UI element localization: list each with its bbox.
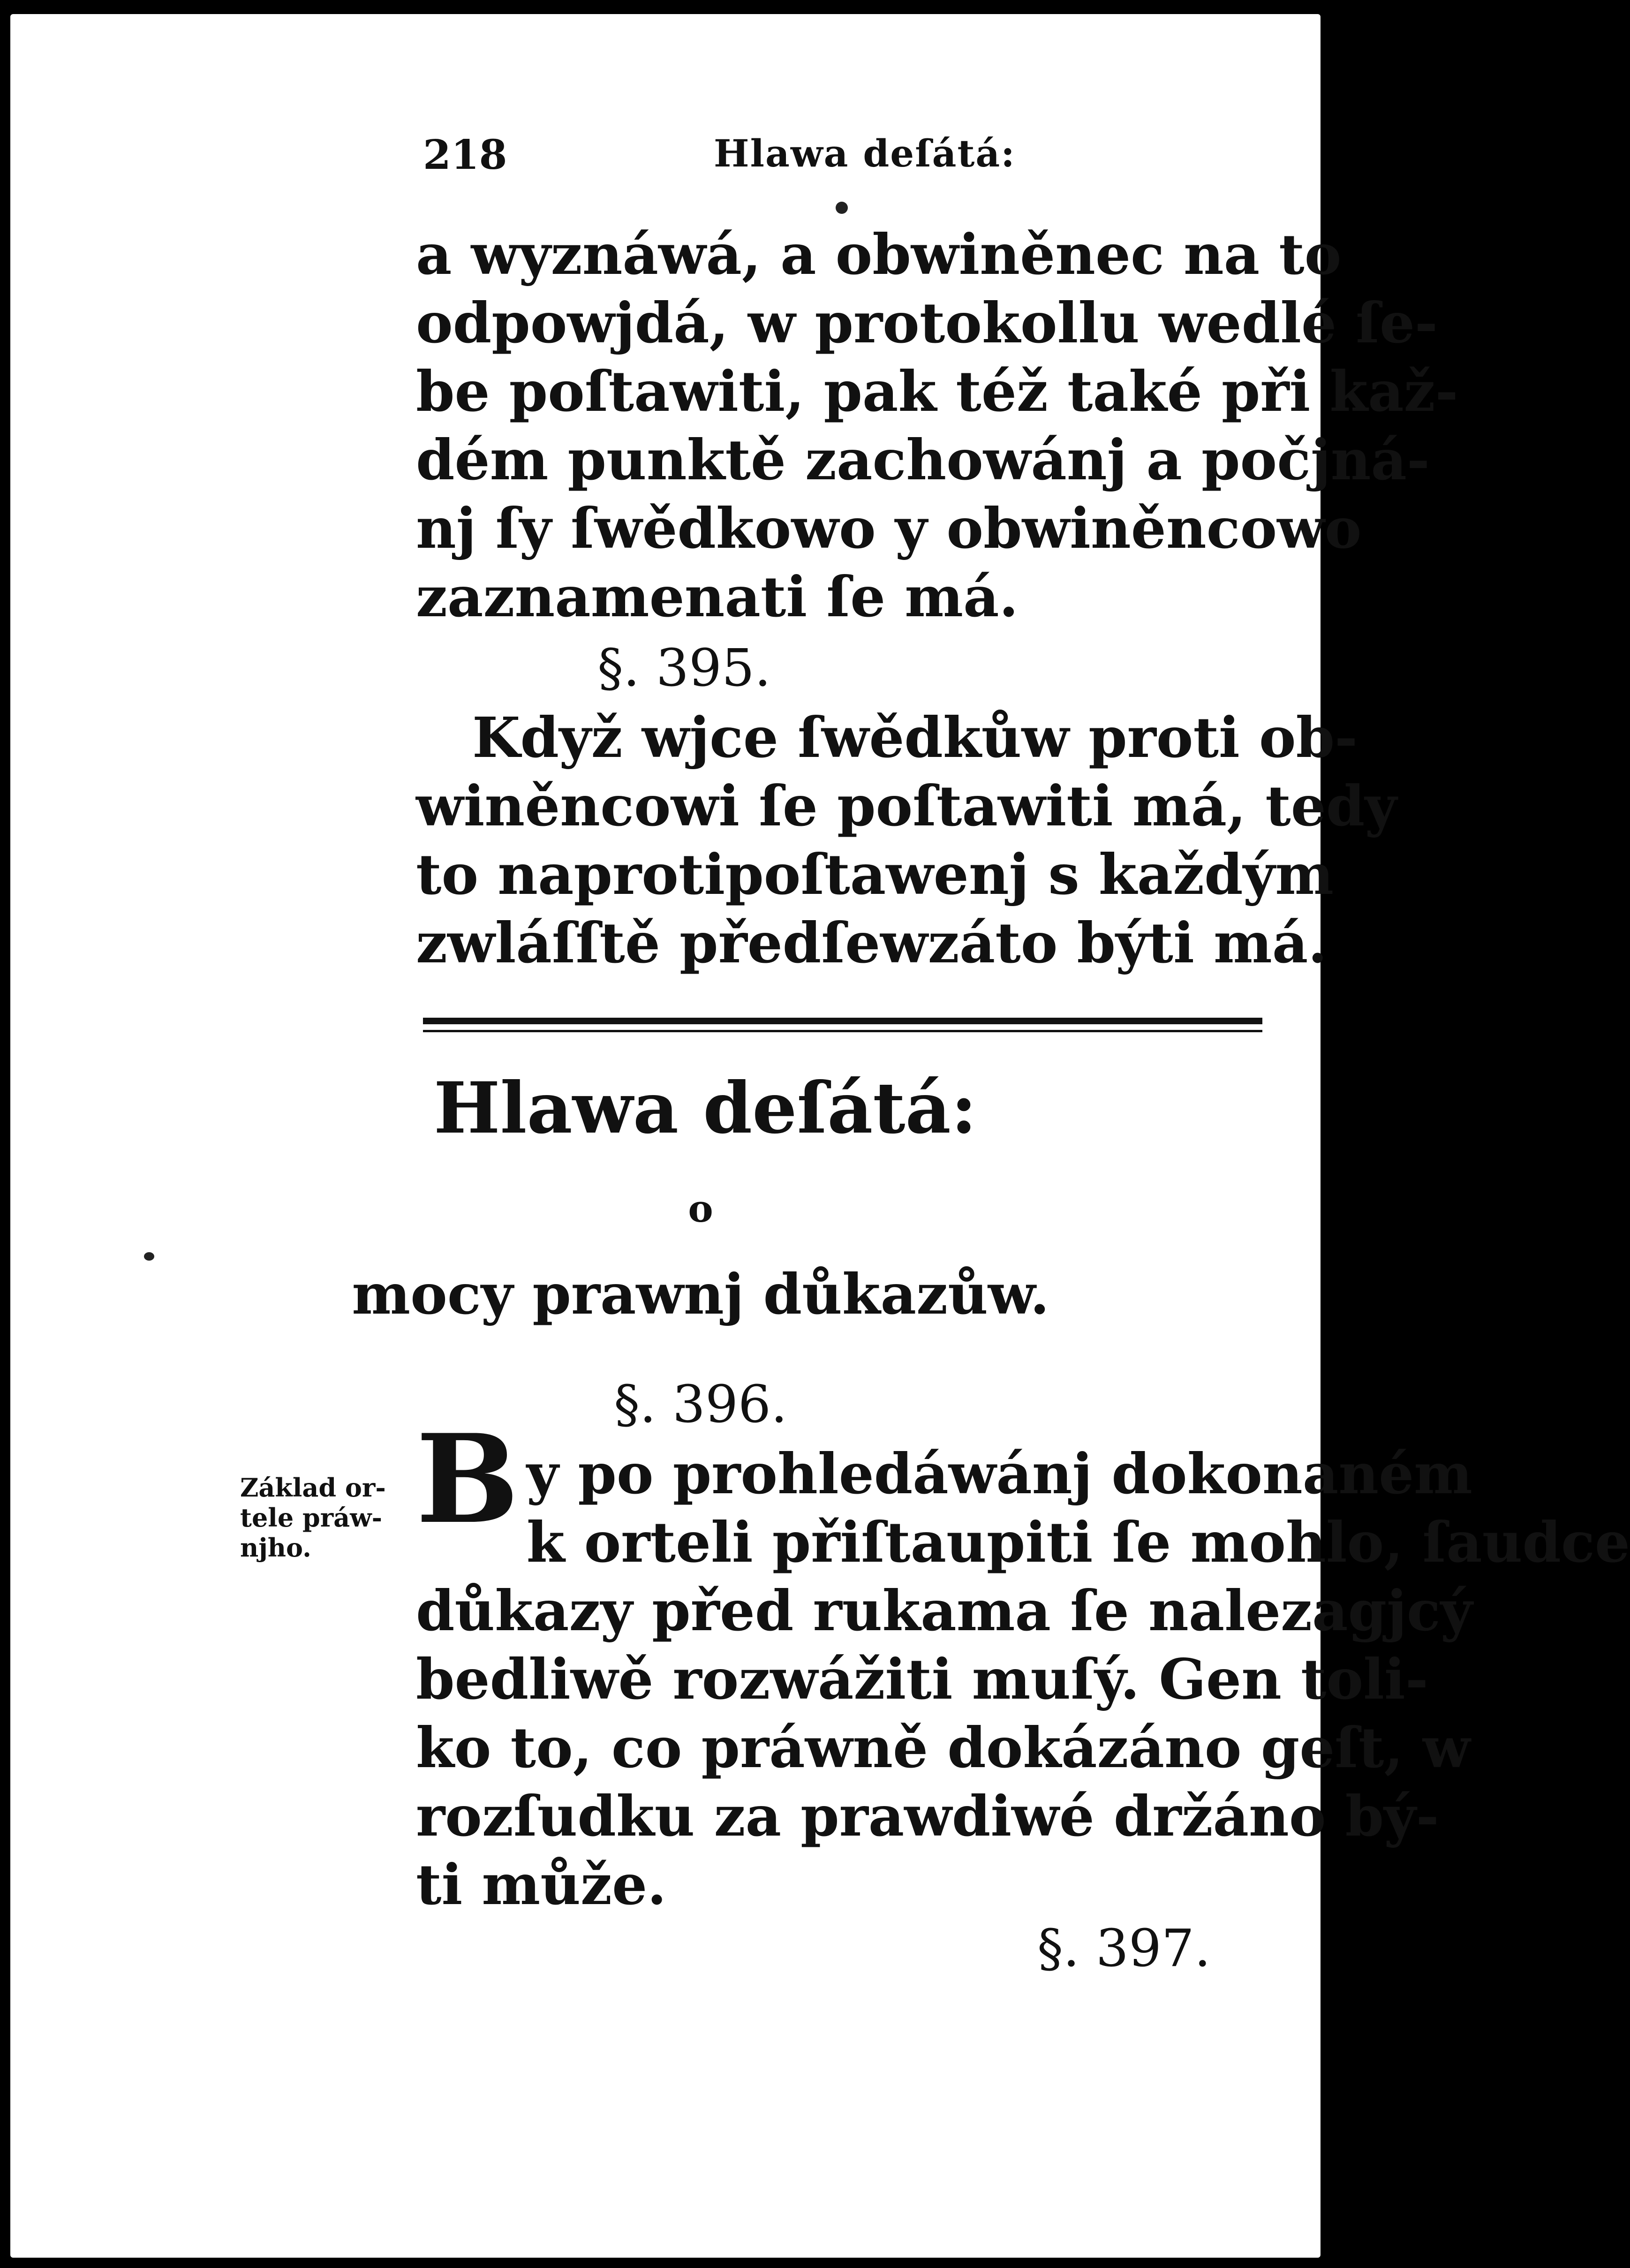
section-divider-thick — [423, 1018, 1262, 1024]
page-number: 218 — [423, 131, 507, 179]
text-line: y po prohledáwánj dokonaném — [526, 1441, 1473, 1506]
chapter-title: Hlawa deſátá: — [433, 1067, 977, 1149]
paragraph-continued — [416, 220, 1458, 631]
text-line: a wyznáwá, a obwiněnec na to — [416, 222, 1342, 287]
text-line: odpowjdá, w protokollu wedlé ſe- — [416, 290, 1438, 355]
book-page — [10, 14, 1630, 2258]
text-line: nj ſy ſwědkowo y obwiněncowo — [416, 496, 1362, 561]
ink-speck — [836, 202, 848, 214]
text-line: důkazy před rukama ſe nalezagjcý — [416, 1578, 1473, 1643]
section-heading-395: §. 395. — [597, 638, 771, 698]
text-line: dém punktě zachowánj a počjná- — [416, 427, 1430, 492]
marginal-note: Základ or- tele práw- njho. — [240, 1473, 386, 1563]
text-line: Když wjce ſwědkůw proti ob- — [472, 705, 1358, 770]
text-line: rozſudku za prawdiwé držáno bý- — [416, 1784, 1439, 1849]
paragraph-396 — [416, 1408, 1630, 1919]
ink-speck — [144, 1252, 154, 1261]
text-line: winěncowi ſe poſtawiti má, tedy — [416, 773, 1397, 839]
running-title: Hlawa deſátá: — [714, 131, 1016, 175]
text-line: ti může. — [416, 1852, 667, 1917]
section-divider-thin — [423, 1030, 1262, 1032]
text-line: ko to, co práwně dokázáno geſt, w — [416, 1715, 1471, 1780]
text-line: be poſtawiti, pak též také při kaž- — [416, 359, 1458, 424]
text-line: zaznamenati ſe má. — [416, 564, 1019, 629]
paragraph-395 — [416, 703, 1397, 977]
section-catchword-397: §. 397. — [1037, 1918, 1211, 1978]
text-line: bedliwě rozwážiti muſý. Gen toli- — [416, 1647, 1428, 1712]
text-line: k orteli přiſtaupiti ſe mohlo, ſaudce — [526, 1510, 1630, 1575]
text-line: to naprotipoſtawenj s každým — [416, 842, 1334, 907]
chapter-subtitle: mocy prawnj důkazůw. — [352, 1262, 1049, 1327]
drop-cap: B — [416, 1408, 519, 1551]
chapter-connector: o — [688, 1187, 713, 1231]
text-line: zwláſſtě předſewzáto býti má. — [416, 910, 1328, 975]
section-heading-396: §. 396. — [614, 1374, 787, 1434]
